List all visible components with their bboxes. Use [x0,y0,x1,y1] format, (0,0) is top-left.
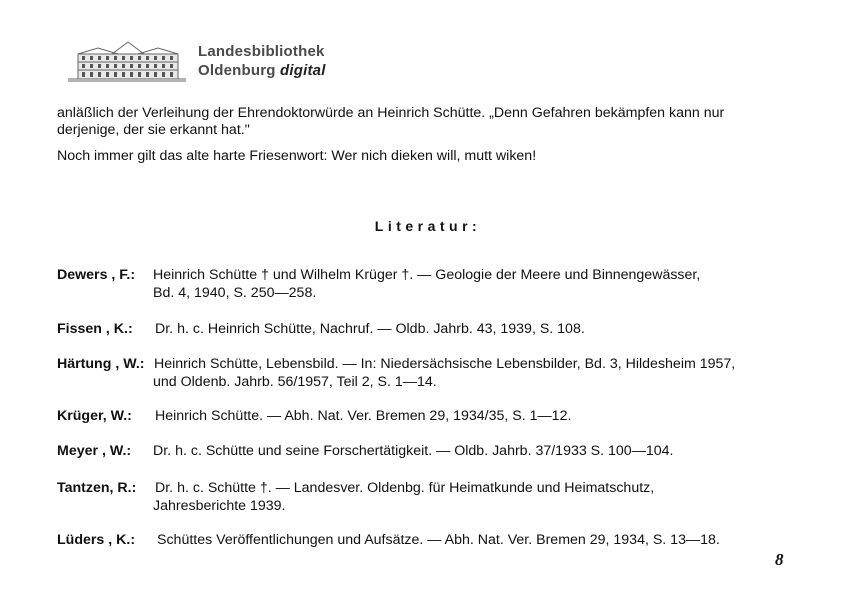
logo-subtitle [198,61,326,80]
reference-entry [57,266,797,302]
reference-author: Krüger, W.: [57,408,132,424]
page-number: 8 [775,550,784,569]
reference-author: Lüders , K.: [57,532,136,548]
reference-author: Fissen , K.: [57,321,133,337]
logo-subtitle-digital: digital [280,62,326,79]
paragraph: anläßlich der Verleihung der Ehrendoktorwürde an Heinrich Schütte. „Denn Gefahren bekämpfen kann nur derjenige, der sie erkannt hat." [57,105,725,138]
reference-entry [57,355,797,391]
reference-entry [57,479,797,515]
logo-title: Landesbibliothek [198,43,325,60]
logo-text [198,42,326,80]
library-logo [68,40,348,88]
reference-text: Dr. h. c. Schütte †. — Landesver. Oldenbg. für Heimatkunde und Heimatschutz, [155,480,655,496]
reference-author: Härtung , W.: [57,356,145,372]
reference-text: Schüttes Veröffentlichungen und Aufsätze. — Abh. Nat. Ver. Bremen 29, 1934, S. 13—18. [157,532,720,548]
reference-text: Heinrich Schütte, Lebensbild. — In: Niedersächsische Lebensbilder, Bd. 3, Hildesheim 1957, [154,356,736,372]
reference-entry [57,407,797,425]
reference-entry [57,320,797,338]
reference-text-cont: und Oldenb. Jahrb. 56/1957, Teil 2, S. 1—14. [153,374,437,390]
reference-author: Tantzen, R.: [57,480,137,496]
literature-heading: Literatur: [374,218,482,234]
reference-text: Dr. h. c. Schütte und seine Forschertätigkeit. — Oldb. Jahrb. 37/1933 S. 100—104. [153,443,674,459]
reference-text: Heinrich Schütte. — Abh. Nat. Ver. Bremen 29, 1934/35, S. 1—12. [155,408,572,424]
reference-author: Meyer , W.: [57,443,132,459]
reference-text: Dr. h. c. Heinrich Schütte, Nachruf. — Oldb. Jahrb. 43, 1939, S. 108. [155,321,585,337]
reference-text: Heinrich Schütte † und Wilhelm Krüger †. — Geologie der Meere und Binnengewässer, [153,267,701,283]
logo-subtitle-place: Oldenburg [198,62,280,79]
reference-text-cont: Bd. 4, 1940, S. 250—258. [153,285,317,301]
reference-entry [57,442,797,460]
reference-text-cont: Jahresberichte 1939. [153,498,286,514]
paragraph: Noch immer gilt das alte harte Friesenwort: Wer nich dieken will, mutt wiken! [57,148,537,164]
reference-entry [57,531,797,549]
library-building-icon [68,40,188,84]
reference-author: Dewers , F.: [57,267,136,283]
